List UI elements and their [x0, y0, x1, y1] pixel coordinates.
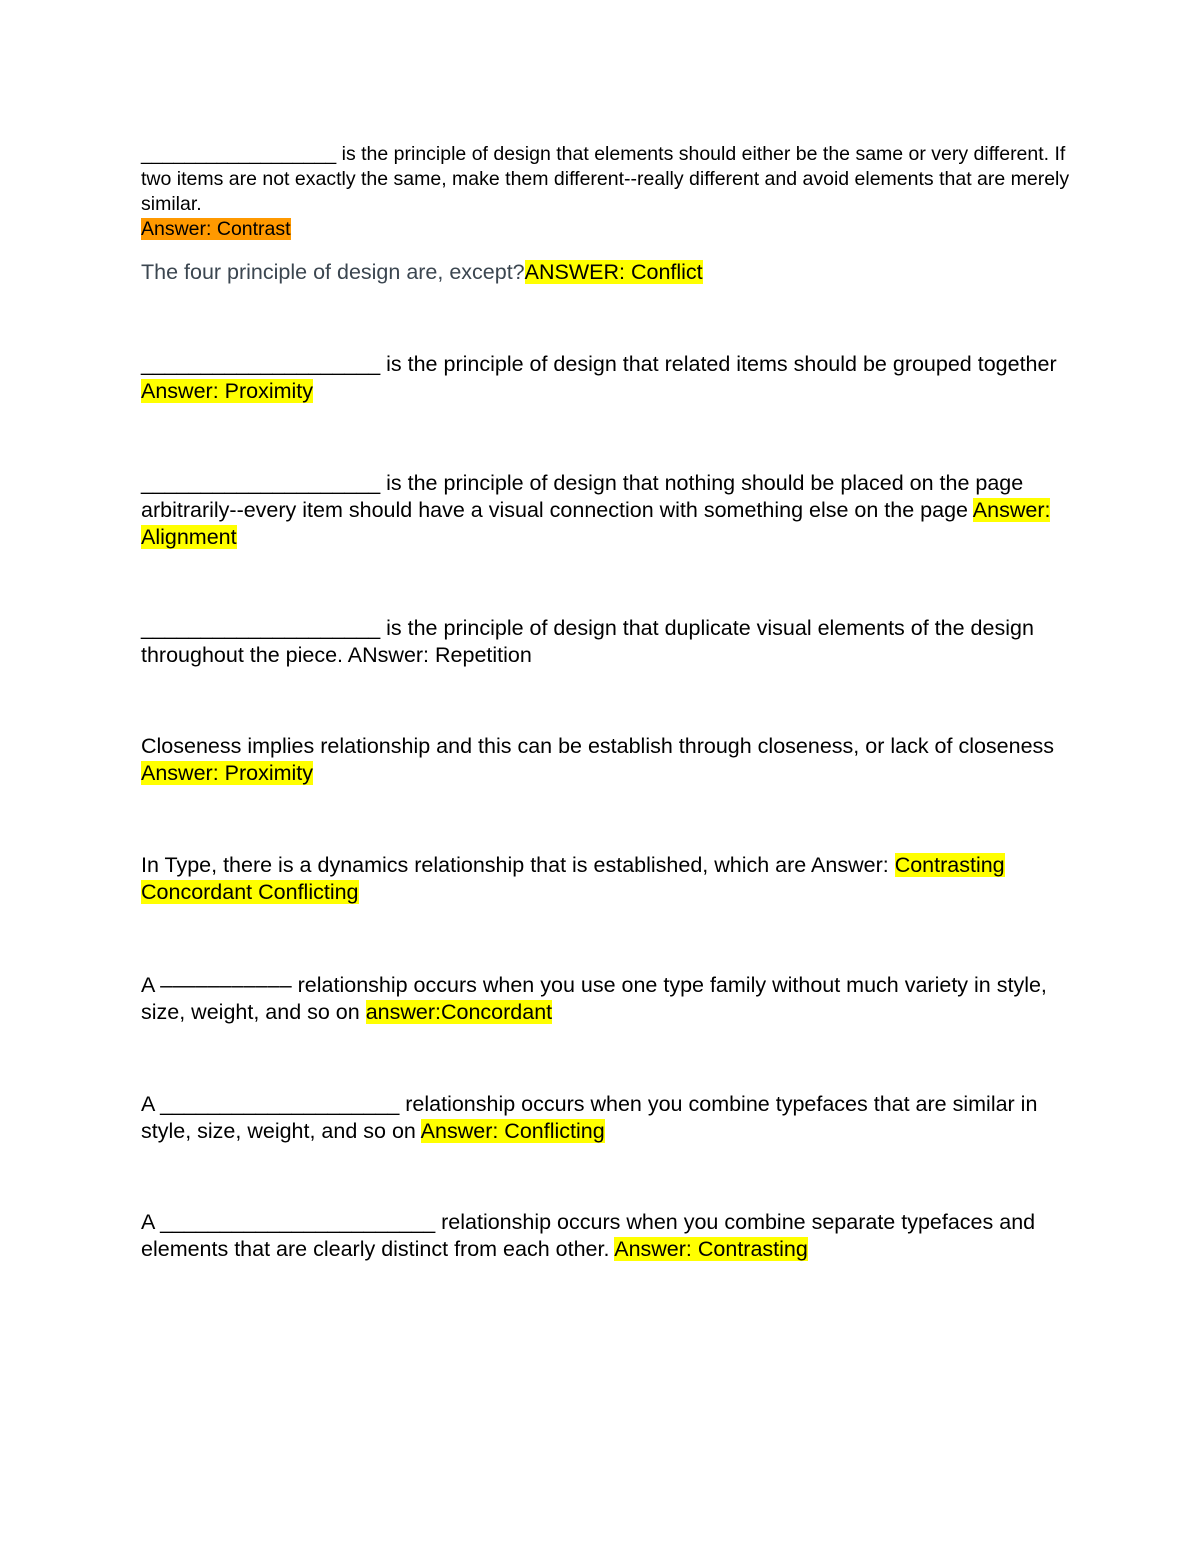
question-four-principles: [141, 259, 1071, 286]
answer-highlight: Answer: Proximity: [141, 761, 314, 785]
answer-highlight: Answer: Contrast: [141, 218, 291, 240]
answer-contrast-line: [141, 217, 1071, 242]
question-proximity: [141, 351, 1071, 405]
answer-highlight: Answer: Alignment: [141, 498, 1051, 549]
answer-highlight: Answer: Conflicting: [420, 1119, 605, 1143]
question-closeness: [141, 733, 1071, 787]
question-repetition: [141, 615, 1071, 669]
answer-highlight: Answer: Contrasting: [614, 1237, 808, 1261]
question-type-relationships: [141, 852, 1071, 906]
question-alignment: [141, 470, 1071, 551]
answer-highlight: Answer: Proximity: [141, 379, 314, 403]
question-text: ____________________ is the principle of design that nothing should be placed on the page arbitrarily--every item should have a visual connection with something else on the page: [141, 471, 1024, 522]
question-text: A ––––––––––– relationship occurs when you use one type family without much variety in style, size, weight, and so on: [141, 973, 1047, 1024]
question-contrast: [141, 142, 1071, 217]
question-text: ____________________ is the principle of design that related items should be grouped together: [141, 352, 1057, 376]
answer-highlight: answer:Concordant: [365, 1000, 553, 1024]
question-concordant: [141, 972, 1071, 1026]
answer-highlight: ANSWER: Conflict: [524, 260, 703, 284]
question-contrasting: [141, 1209, 1071, 1263]
question-text: A ____________________ relationship occurs when you combine typefaces that are similar in style, size, weight, and so on: [141, 1092, 1038, 1143]
question-text: ____________________ is the principle of design that duplicate visual elements of the design throughout the piece. ANswer: Repetition: [141, 616, 1034, 667]
question-text: A _______________________ relationship occurs when you combine separate typefaces and elements that are clearly distinct from each other.: [141, 1210, 1036, 1261]
question-text: In Type, there is a dynamics relationship that is established, which are Answer:: [141, 853, 895, 877]
question-text: The four principle of design are, except?: [141, 260, 525, 284]
answer-highlight: Contrasting Concordant Conflicting: [141, 853, 1005, 904]
question-text: Closeness implies relationship and this can be establish through closeness, or lack of closeness: [141, 734, 1055, 758]
question-text: __________________ is the principle of design that elements should either be the same or very different. If two items are not exactly the same, make them different--really different and avoid elements that are merely similar.: [141, 143, 1070, 215]
question-conflicting: [141, 1091, 1071, 1145]
